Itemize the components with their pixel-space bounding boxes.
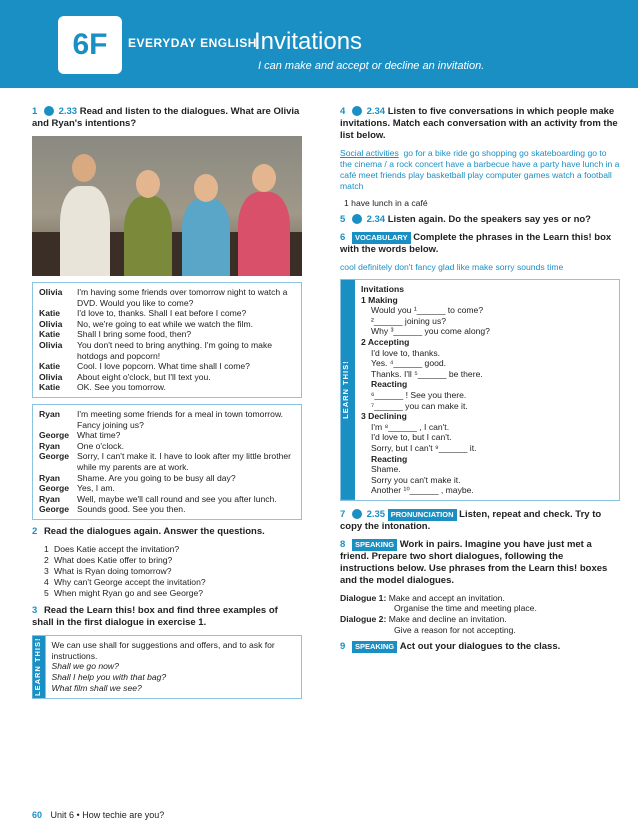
dialogue-text: What time? <box>77 430 121 441</box>
exercise-6 <box>340 232 620 256</box>
person-1 <box>60 186 110 276</box>
phrase: Yes. ⁴______ good. <box>371 358 447 369</box>
page-title: Invitations <box>254 28 363 55</box>
dialogue-instructions <box>340 593 620 635</box>
exercise-instruction: Read the Learn this! box and find three examples of shall in the first dialogue in exercise 1. <box>32 604 278 628</box>
vocabulary-tag: VOCABULARY <box>352 232 411 244</box>
dialogue-text: Shame. Are you going to be busy all day? <box>77 472 236 483</box>
head-4 <box>252 164 276 192</box>
speaking-tag: SPEAKING <box>352 641 397 653</box>
exercise-number: 4 <box>340 106 346 117</box>
dialogue-line <box>39 483 295 494</box>
exercise-7 <box>340 509 620 533</box>
head-3 <box>194 174 218 202</box>
subsection-reacting: Reacting <box>371 453 408 464</box>
question-number: 4 <box>44 576 49 587</box>
exercise-1 <box>32 106 302 130</box>
dialogue-line <box>39 441 295 452</box>
exercise-9 <box>340 641 620 653</box>
phrase: I'm ⁸______ , I can't. <box>371 421 450 432</box>
instruction: Make and decline an invitation. <box>388 614 507 625</box>
audio-icon[interactable] <box>352 509 362 519</box>
dialogue-text: Yes, I am. <box>77 483 115 494</box>
question-item <box>44 588 302 599</box>
exercise-number: 9 <box>340 641 346 653</box>
question-text: What is Ryan doing tomorrow? <box>54 565 172 576</box>
dialogue-text: Cool. I love popcorn. What time shall I come? <box>77 361 250 372</box>
phrase: Shame. <box>371 464 401 475</box>
dialogue-text: Well, maybe we'll call round and see you after lunch. <box>77 493 277 504</box>
dialogue-text: One o'clock. <box>77 440 125 451</box>
page-subtitle: I can make and accept or decline an invitation. <box>258 60 485 72</box>
question-text: Does Katie accept the invitation? <box>54 543 180 554</box>
question-number: 3 <box>44 565 49 576</box>
phrase: ⁷______ you can make it. <box>371 400 468 411</box>
person-3 <box>182 198 230 276</box>
exercise-2 <box>32 526 302 538</box>
exercise-instruction: Listen, repeat and check. Try to copy the intonation. <box>340 508 602 532</box>
right-column <box>340 106 620 659</box>
dialogue-line <box>39 430 295 441</box>
activities-list <box>340 148 620 192</box>
exercise-number: 7 <box>340 508 346 520</box>
speaker-name: Katie <box>39 308 61 319</box>
activities-example: 1 have lunch in a café <box>344 198 428 208</box>
dialogue-text: Sorry, I can't make it. I have to look after my little brother while my parents are at work. <box>77 451 292 472</box>
question-item <box>44 544 302 555</box>
phrase: Another ¹⁰______ , maybe. <box>371 485 474 496</box>
exercise-8 <box>340 539 620 587</box>
photo-friends-sofa <box>32 136 302 276</box>
dialogue-label: Dialogue 2: <box>340 614 387 625</box>
phrase: I'd love to, thanks. <box>371 347 440 358</box>
dialogue-line <box>39 473 295 484</box>
box-title: Invitations <box>361 284 404 294</box>
instruction: Organise the time and meeting place. <box>394 603 537 614</box>
phrase: ⁶______ ! See you there. <box>371 389 467 400</box>
dialogue-line <box>39 504 295 515</box>
learn-example: Shall I help you with that bag? <box>51 672 167 683</box>
question-text: Why can't George accept the invitation? <box>54 576 206 587</box>
question-text: When might Ryan go and see George? <box>54 587 204 598</box>
question-item <box>44 577 302 588</box>
speaker-name: Ryan <box>39 408 61 419</box>
speaker-name: Ryan <box>39 440 61 451</box>
person-4 <box>238 192 290 276</box>
instruction: Make and accept an invitation. <box>388 592 505 603</box>
dialogue-text: Sounds good. See you then. <box>77 504 186 515</box>
page-number: 60 <box>32 810 43 820</box>
exercise-number: 5 <box>340 214 346 225</box>
exercise-5 <box>340 214 620 226</box>
learn-this-box-shall <box>32 635 302 699</box>
question-number: 5 <box>44 587 49 598</box>
speaker-name: George <box>39 483 70 494</box>
exercise-number: 2 <box>32 525 38 537</box>
dialogue-text: About eight o'clock, but I'll text you. <box>77 371 211 382</box>
pronunciation-tag: PRONUNCIATION <box>388 509 457 521</box>
head-2 <box>136 170 160 198</box>
question-number: 1 <box>44 543 49 554</box>
learn-example: Shall we go now? <box>51 661 119 672</box>
dialogue-label: Dialogue 1: <box>340 592 387 603</box>
phrase: I'd love to, but I can't. <box>371 432 452 443</box>
section-making: 1 Making <box>361 294 398 305</box>
dialogue-text: I'm having some friends over tomorrow night to watch a DVD. Would you like to come? <box>77 287 288 308</box>
section-declining: 3 Declining <box>361 411 407 422</box>
learn-this-label: LEARN THIS! <box>33 636 46 698</box>
speaker-name: Olivia <box>39 371 63 382</box>
phrase: Thanks. I'll ⁵______ be there. <box>371 368 483 379</box>
exercise-number: 6 <box>340 232 346 243</box>
audio-code: 2.35 <box>366 508 386 520</box>
question-text: What does Katie offer to bring? <box>54 554 173 565</box>
dialogue-line <box>39 340 295 361</box>
person-2 <box>124 196 172 276</box>
exercise-3 <box>32 605 302 629</box>
speaker-name: Ryan <box>39 493 61 504</box>
phrase: Why ³______ you come along? <box>371 326 490 337</box>
audio-code: 2.33 <box>58 106 78 117</box>
activities-heading: Social activities <box>340 148 399 158</box>
speaker-name: Katie <box>39 382 61 393</box>
phrase: ²______ joining us? <box>371 315 447 326</box>
dialogue-text: You don't need to bring anything. I'm going to make hotdogs and popcorn! <box>77 339 273 361</box>
learn-example: What film shall we see? <box>51 683 142 694</box>
dialogue-line <box>39 494 295 505</box>
exercise-number: 3 <box>32 604 38 616</box>
learn-this-box-invitations <box>340 279 620 501</box>
question-item <box>44 566 302 577</box>
speaker-name: George <box>39 451 70 462</box>
question-item <box>44 555 302 566</box>
question-list <box>44 544 302 599</box>
speaker-name: Olivia <box>39 287 63 297</box>
speaking-tag: SPEAKING <box>352 539 397 551</box>
dialogue-line <box>39 409 295 430</box>
section-accepting: 2 Accepting <box>361 336 410 347</box>
exercise-instruction: Read the dialogues again. Answer the questions. <box>43 525 265 537</box>
dialogue-box-2 <box>32 404 302 520</box>
dialogue-line <box>39 308 295 319</box>
dialogue-line <box>39 329 295 340</box>
dialogue-line <box>39 451 295 472</box>
phrase: Would you ¹______ to come? <box>371 305 484 316</box>
dialogue-line <box>39 287 295 308</box>
phrase: Sorry, but I can't ⁹______ it. <box>371 442 477 453</box>
audio-icon[interactable] <box>44 106 54 116</box>
speaker-name: Olivia <box>39 318 63 329</box>
left-column <box>32 106 302 703</box>
activities-items: go for a bike ride go shopping go skateboarding go to the cinema / a rock concert have a barbecue have a party have lunch in a café meet friends play basketball play computer games watch a football match <box>340 148 620 191</box>
dialogue-line <box>39 361 295 372</box>
learn-rule: We can use shall for suggestions and offers, and to ask for instructions. <box>51 639 275 661</box>
dialogue-text: No, we're going to eat while we watch the film. <box>77 318 253 329</box>
audio-code: 2.34 <box>366 106 386 117</box>
head-1 <box>72 154 96 182</box>
learn-this-label: LEARN THIS! <box>341 280 355 500</box>
speaker-name: Ryan <box>39 472 61 483</box>
exercise-4 <box>340 106 620 142</box>
unit-title: Unit 6 • How techie are you? <box>50 810 165 820</box>
speaker-name: Katie <box>39 329 61 340</box>
speaker-name: George <box>39 430 70 441</box>
page-footer <box>32 810 164 820</box>
dialogue-line <box>39 382 295 393</box>
exercise-instruction: Read and listen to the dialogues. What are Olivia and Ryan's intentions? <box>32 106 300 129</box>
dialogue-line <box>39 372 295 383</box>
exercise-number: 8 <box>340 538 346 550</box>
audio-icon[interactable] <box>352 214 362 224</box>
dialogue-text: I'm meeting some friends for a meal in town tomorrow. Fancy joining us? <box>77 408 284 430</box>
exercise-instruction: Complete the phrases in the Learn this! box with the words below. <box>340 232 612 255</box>
dialogue-text: OK. See you tomorrow. <box>77 382 166 393</box>
speaker-name: Olivia <box>39 339 63 350</box>
exercise-instruction: Listen again. Do the speakers say yes or no? <box>387 214 591 225</box>
unit-badge: 6F <box>58 16 122 74</box>
exercise-instruction: Work in pairs. Imagine you have just met a friend. Prepare two short dialogues, following the instructions below. Use phrases from the Learn this! boxes and the model dialogues. <box>340 538 608 586</box>
dialogue-text: I'd love to, thanks. Shall I eat before I come? <box>77 308 247 319</box>
dialogue-line <box>39 319 295 330</box>
audio-code: 2.34 <box>366 214 386 225</box>
question-number: 2 <box>44 554 49 565</box>
speaker-name: George <box>39 504 70 515</box>
audio-icon[interactable] <box>352 106 362 116</box>
subsection-reacting: Reacting <box>371 379 408 390</box>
speaker-name: Katie <box>39 361 61 372</box>
dialogue-text: Shall I bring some food, then? <box>77 329 192 340</box>
word-bank: cool definitely don't fancy glad like make sorry sounds time <box>340 262 564 272</box>
page-header <box>0 0 638 88</box>
dialogue-box-1 <box>32 282 302 398</box>
exercise-instruction: Listen to five conversations in which people make invitations. Match each conversation with an activity from the list below. <box>340 106 618 141</box>
exercise-number: 1 <box>32 106 38 117</box>
instruction: Give a reason for not accepting. <box>394 624 516 635</box>
phrase: Sorry you can't make it. <box>371 474 461 485</box>
exercise-instruction: Act out your dialogues to the class. <box>399 641 561 653</box>
section-tag: EVERYDAY ENGLISH <box>128 36 257 50</box>
